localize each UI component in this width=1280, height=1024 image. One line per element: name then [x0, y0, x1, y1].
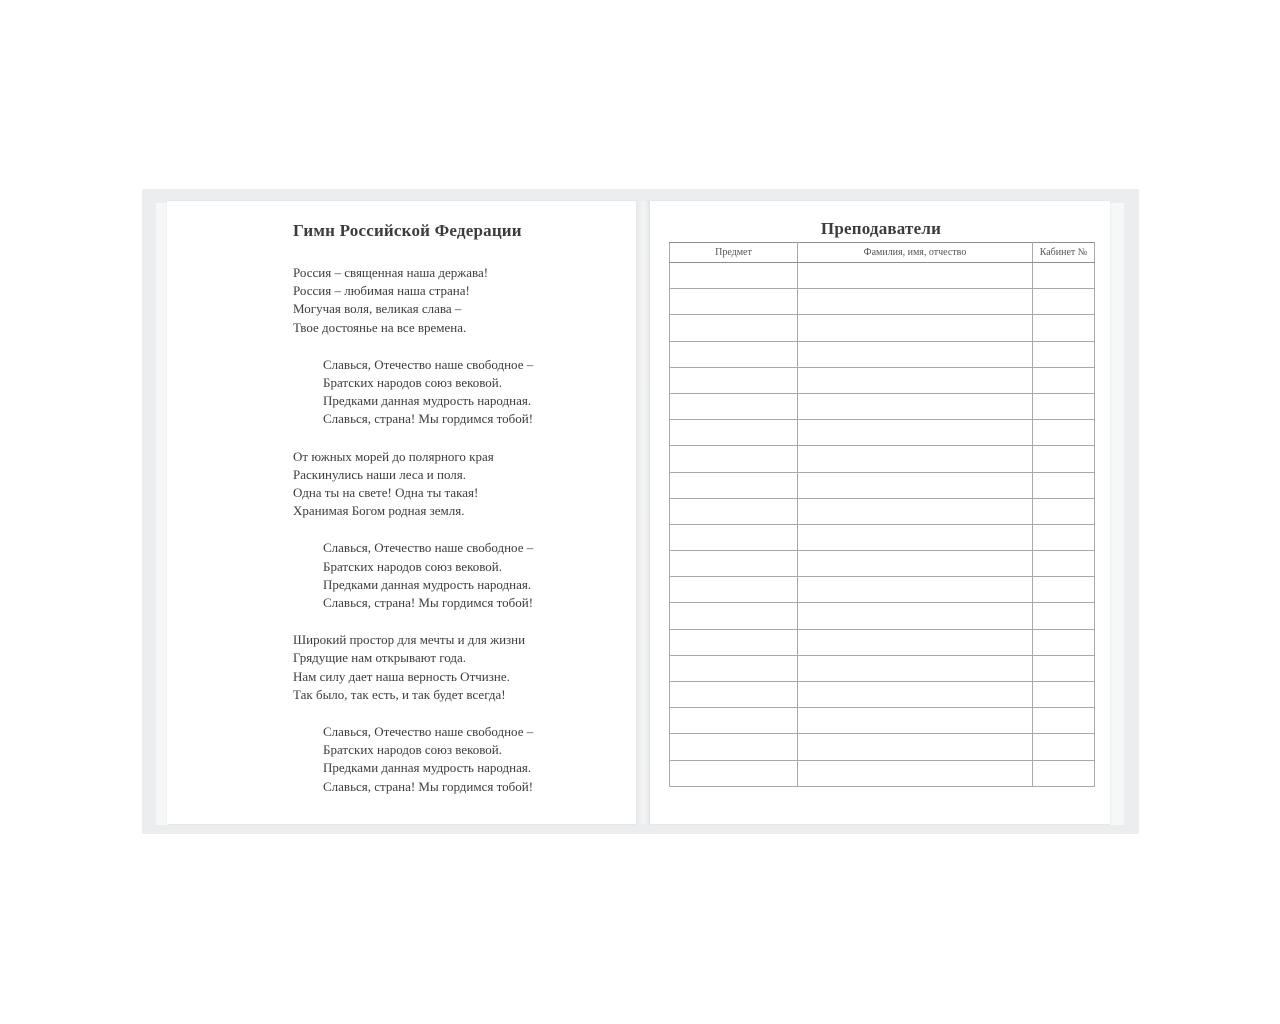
room-cell — [1033, 341, 1095, 367]
anthem-line: Предками данная мудрость народная. — [323, 393, 532, 409]
subject-cell — [670, 341, 798, 367]
room-cell — [1033, 577, 1095, 603]
table-row — [670, 263, 1095, 289]
subject-cell — [670, 734, 798, 760]
room-cell — [1033, 603, 1095, 629]
anthem-line: От южных морей до полярного края — [293, 448, 494, 464]
subject-cell — [670, 708, 798, 734]
table-row — [670, 341, 1095, 367]
anthem-chorus — [293, 723, 613, 796]
table-row — [670, 289, 1095, 315]
anthem-line: Грядущие нам открывают года. — [293, 650, 467, 666]
full-name-cell — [798, 524, 1033, 550]
room-cell — [1033, 655, 1095, 681]
cover-edge-right — [1110, 203, 1124, 825]
anthem-line: Раскинулись наши леса и поля. — [293, 466, 467, 482]
table-row — [670, 682, 1095, 708]
full-name-cell — [798, 446, 1033, 472]
anthem-chorus — [293, 539, 613, 612]
full-name-cell — [798, 577, 1033, 603]
anthem-line: Могучая воля, великая слава – — [293, 301, 462, 317]
column-header-room: Кабинет № — [1033, 243, 1095, 263]
full-name-cell — [798, 629, 1033, 655]
anthem-line: Предками данная мудрость народная. — [323, 760, 532, 776]
anthem-verse — [293, 631, 613, 704]
anthem-line: Так было, так есть, и так будет всегда! — [293, 686, 506, 702]
anthem-line: Братских народов союз вековой. — [323, 742, 502, 758]
room-cell — [1033, 682, 1095, 708]
room-cell — [1033, 708, 1095, 734]
subject-cell — [670, 603, 798, 629]
anthem-line: Братских народов союз вековой. — [323, 375, 502, 391]
anthem-line: Россия – любимая наша страна! — [293, 283, 470, 299]
table-row — [670, 629, 1095, 655]
teachers-table-body — [670, 263, 1095, 787]
full-name-cell — [798, 708, 1033, 734]
anthem-line: Славься, Отечество наше свободное – — [323, 724, 534, 740]
subject-cell — [670, 446, 798, 472]
table-row — [670, 524, 1095, 550]
subject-cell — [670, 289, 798, 315]
full-name-cell — [798, 498, 1033, 524]
table-row — [670, 315, 1095, 341]
anthem-verse — [293, 264, 613, 337]
anthem-line: Славься, страна! Мы гордимся тобой! — [323, 778, 534, 794]
table-row — [670, 446, 1095, 472]
anthem-verse — [293, 448, 613, 521]
table-row — [670, 603, 1095, 629]
table-row — [670, 708, 1095, 734]
anthem-chorus — [293, 356, 613, 429]
subject-cell — [670, 472, 798, 498]
room-cell — [1033, 472, 1095, 498]
anthem-line: Славься, страна! Мы гордимся тобой! — [323, 595, 534, 611]
table-row — [670, 655, 1095, 681]
subject-cell — [670, 655, 798, 681]
subject-cell — [670, 551, 798, 577]
table-row — [670, 420, 1095, 446]
table-row — [670, 551, 1095, 577]
anthem-line: Нам силу дает наша верность Отчизне. — [293, 668, 510, 684]
subject-cell — [670, 629, 798, 655]
room-cell — [1033, 551, 1095, 577]
anthem-line: Твое достоянье на все времена. — [293, 319, 467, 335]
full-name-cell — [798, 603, 1033, 629]
table-row — [670, 367, 1095, 393]
table-row — [670, 734, 1095, 760]
room-cell — [1033, 420, 1095, 446]
anthem-line: Широкий простор для мечты и для жизни — [293, 632, 526, 648]
column-header-full-name: Фамилия, имя, отчество — [798, 243, 1033, 263]
room-cell — [1033, 446, 1095, 472]
subject-cell — [670, 760, 798, 786]
teachers-page — [650, 201, 1110, 824]
anthem-text — [293, 264, 613, 815]
anthem-line: Россия – священная наша держава! — [293, 265, 489, 280]
table-row — [670, 393, 1095, 419]
anthem-line: Славься, Отечество наше свободное – — [323, 540, 534, 556]
table-row — [670, 760, 1095, 786]
notebook-spine — [636, 201, 650, 824]
full-name-cell — [798, 655, 1033, 681]
room-cell — [1033, 524, 1095, 550]
table-header-row — [670, 243, 1095, 263]
full-name-cell — [798, 367, 1033, 393]
full-name-cell — [798, 341, 1033, 367]
subject-cell — [670, 498, 798, 524]
subject-cell — [670, 524, 798, 550]
anthem-line: Славься, страна! Мы гордимся тобой! — [323, 411, 534, 427]
anthem-page — [167, 201, 636, 824]
full-name-cell — [798, 551, 1033, 577]
full-name-cell — [798, 734, 1033, 760]
room-cell — [1033, 263, 1095, 289]
room-cell — [1033, 629, 1095, 655]
full-name-cell — [798, 472, 1033, 498]
anthem-line: Предками данная мудрость народная. — [323, 576, 532, 592]
subject-cell — [670, 393, 798, 419]
table-row — [670, 498, 1095, 524]
full-name-cell — [798, 289, 1033, 315]
subject-cell — [670, 682, 798, 708]
room-cell — [1033, 734, 1095, 760]
teachers-title: Преподаватели — [820, 219, 942, 238]
anthem-line: Хранимая Богом родная земля. — [293, 503, 465, 519]
full-name-cell — [798, 682, 1033, 708]
teachers-table — [669, 242, 1095, 787]
subject-cell — [670, 315, 798, 341]
anthem-line: Одна ты на свете! Одна ты такая! — [293, 485, 479, 501]
room-cell — [1033, 393, 1095, 419]
subject-cell — [670, 367, 798, 393]
full-name-cell — [798, 263, 1033, 289]
full-name-cell — [798, 420, 1033, 446]
full-name-cell — [798, 393, 1033, 419]
anthem-line: Братских народов союз вековой. — [323, 558, 502, 574]
room-cell — [1033, 498, 1095, 524]
full-name-cell — [798, 315, 1033, 341]
room-cell — [1033, 760, 1095, 786]
subject-cell — [670, 577, 798, 603]
table-row — [670, 472, 1095, 498]
subject-cell — [670, 263, 798, 289]
table-row — [670, 577, 1095, 603]
anthem-title: Гимн Российской Федерации — [293, 221, 522, 240]
room-cell — [1033, 315, 1095, 341]
room-cell — [1033, 289, 1095, 315]
anthem-line: Славься, Отечество наше свободное – — [323, 356, 534, 372]
room-cell — [1033, 367, 1095, 393]
subject-cell — [670, 420, 798, 446]
column-header-subject: Предмет — [670, 243, 798, 263]
full-name-cell — [798, 760, 1033, 786]
